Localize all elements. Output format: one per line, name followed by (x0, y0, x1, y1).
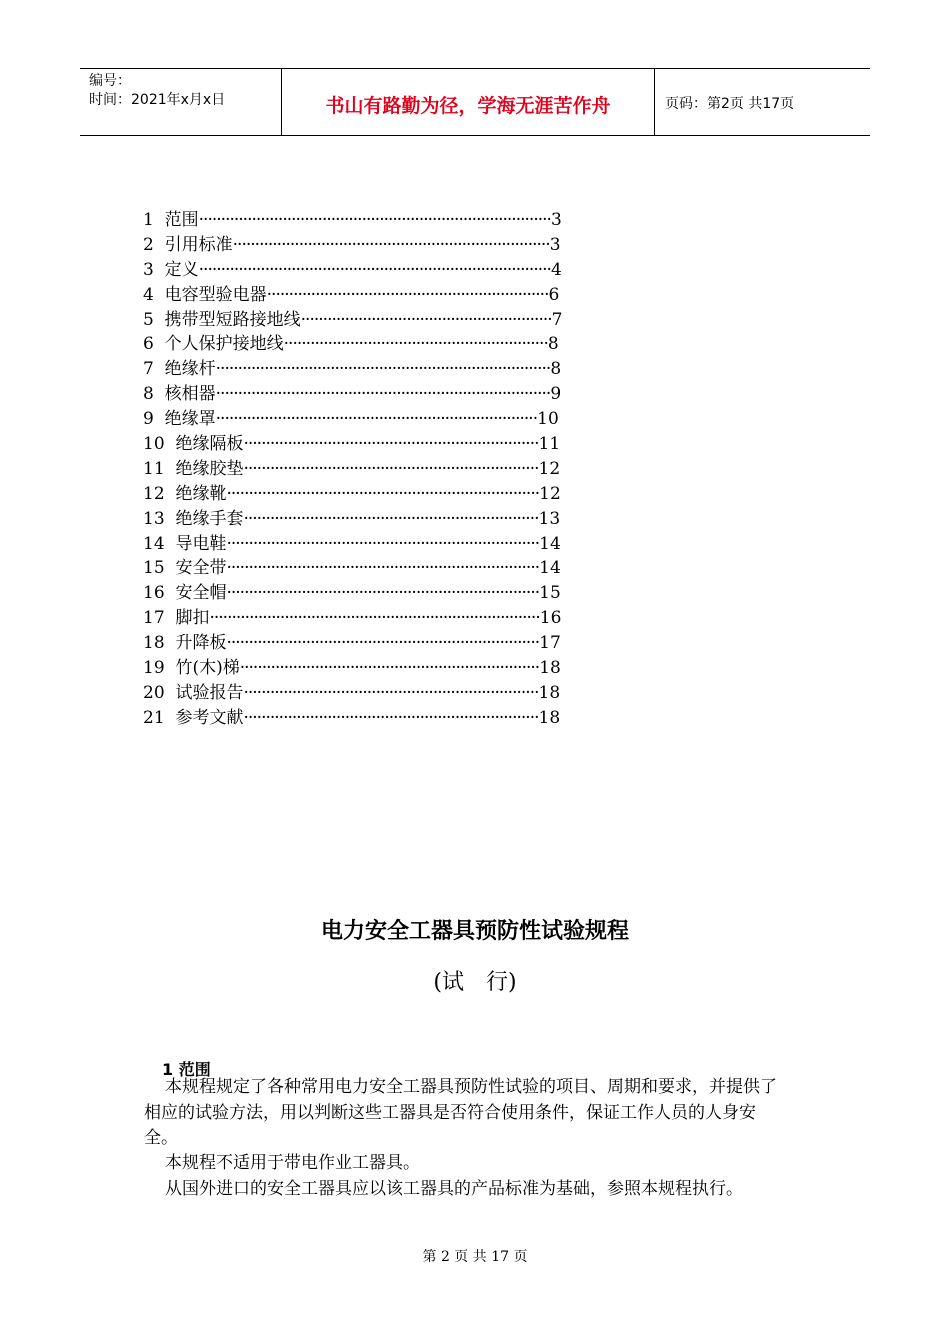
header-motto: 书山有路勤为径，学海无涯苦作舟 (282, 69, 655, 135)
toc-entry (143, 457, 613, 482)
toc-entry-title: 绝缘手套 (175, 508, 244, 529)
page-footer: 第 2 页 共 17 页 (422, 1249, 528, 1265)
toc-entry-number: 1 (143, 210, 154, 230)
toc-entry-page: 11 (538, 434, 561, 455)
toc-entry-page: 12 (538, 458, 561, 479)
toc-entry (143, 283, 613, 308)
toc-entry-number: 6 (143, 334, 154, 355)
toc-entry-title: 引用标准 (164, 234, 233, 255)
toc-entry-title: 个人保护接地线 (164, 334, 284, 355)
toc-entry-page: 14 (539, 558, 561, 579)
table-of-contents (143, 208, 613, 731)
toc-dot-leader: ······································································· (226, 583, 540, 604)
toc-entry-page: 16 (539, 608, 562, 629)
toc-entry (143, 233, 613, 258)
toc-entry-number: 13 (143, 508, 165, 529)
toc-entry-page: 15 (539, 583, 561, 604)
toc-entry-number: 3 (143, 259, 154, 280)
body-paragraph: 本规程不适用于带电作业工器具。 (165, 1153, 420, 1173)
toc-entry-title: 核相器 (164, 384, 216, 405)
toc-entry-title: 绝缘靴 (175, 483, 227, 504)
toc-entry-title: 安全帽 (175, 583, 227, 604)
toc-entry (143, 581, 613, 606)
toc-dot-leader: ································································ (266, 284, 549, 305)
toc-entry-number: 11 (143, 458, 165, 479)
toc-entry-number: 12 (143, 483, 165, 504)
toc-dot-leader: ······································································· (226, 633, 540, 654)
toc-entry (143, 532, 613, 557)
toc-dot-leader: ······································································· (226, 533, 540, 554)
toc-entry-title: 携带型短路接地线 (164, 309, 301, 330)
toc-entry-page: 10 (537, 409, 559, 430)
toc-entry-page: 6 (548, 284, 560, 305)
section-heading: 1 范围 (162, 1060, 211, 1079)
toc-entry (143, 556, 613, 581)
toc-dot-leader: ············································································ (215, 384, 551, 405)
toc-entry (143, 382, 613, 407)
toc-entry-title: 绝缘隔板 (175, 434, 244, 455)
toc-entry-number: 5 (143, 309, 154, 330)
toc-entry-title: 脚扣 (175, 608, 210, 629)
toc-entry (143, 606, 613, 631)
toc-dot-leader: ······································································· (226, 558, 540, 579)
toc-entry-number: 17 (143, 608, 165, 629)
toc-entry-page: 18 (538, 707, 561, 728)
body-paragraph: 从国外进口的安全工器具应以该工器具的产品标准为基础，参照本规程执行。 (165, 1179, 743, 1199)
toc-entry-title: 范围 (164, 210, 199, 230)
document-subtitle: (试 行) (433, 970, 517, 995)
toc-entry-page: 8 (547, 334, 559, 355)
toc-entry-number: 7 (143, 359, 154, 380)
header-page-info: 页码：第2页 共17页 (665, 96, 795, 112)
toc-entry-number: 4 (143, 284, 154, 305)
document-time-label: 时间：2021年x月x日 (89, 92, 226, 108)
toc-entry (143, 681, 613, 706)
toc-entry-number: 2 (143, 234, 154, 255)
toc-dot-leader: ························································· (300, 309, 552, 330)
toc-entry-title: 参考文献 (175, 707, 244, 728)
toc-entry-page: 9 (550, 384, 562, 405)
toc-entry-title: 竹(木)梯 (175, 658, 240, 679)
toc-entry-title: 绝缘罩 (164, 409, 216, 430)
toc-entry-number: 18 (143, 633, 165, 654)
toc-dot-leader: ······································································· (226, 483, 540, 504)
toc-dot-leader: ················································································ (198, 259, 551, 280)
toc-dot-leader: ········································································ (232, 234, 550, 255)
toc-entry-number: 19 (143, 658, 165, 679)
page-header (80, 68, 870, 136)
toc-dot-leader: ··································································· (243, 682, 539, 703)
toc-entry (143, 208, 613, 233)
toc-entry-title: 绝缘杆 (164, 359, 216, 380)
toc-entry-title: 导电鞋 (175, 533, 227, 554)
toc-entry-number: 14 (143, 533, 165, 554)
toc-entry (143, 432, 613, 457)
toc-entry (143, 332, 613, 357)
toc-dot-leader: ··········································································· (209, 608, 540, 629)
toc-entry-page: 13 (538, 508, 561, 529)
document-number-label: 编号： (89, 73, 131, 89)
toc-dot-leader: ··································································· (243, 508, 539, 529)
toc-entry-page: 7 (551, 309, 563, 330)
toc-dot-leader: ··································································· (243, 707, 539, 728)
toc-dot-leader: ···································································· (239, 658, 540, 679)
toc-entry-page: 18 (539, 658, 561, 679)
toc-entry-title: 绝缘胶垫 (175, 458, 244, 479)
toc-entry-page: 3 (549, 234, 561, 255)
toc-entry-page: 3 (550, 210, 562, 230)
toc-entry-number: 20 (143, 682, 165, 703)
toc-entry-page: 12 (539, 483, 561, 504)
toc-dot-leader: ········································································· (215, 409, 538, 430)
toc-dot-leader: ··································································· (243, 434, 539, 455)
toc-entry (143, 407, 613, 432)
toc-entry (143, 631, 613, 656)
toc-entry (143, 482, 613, 507)
toc-entry-number: 16 (143, 583, 165, 604)
toc-entry (143, 308, 613, 333)
toc-entry-title: 定义 (164, 259, 199, 280)
toc-entry-title: 升降板 (175, 633, 227, 654)
document-title: 电力安全工器具预防性试验规程 (320, 919, 629, 944)
toc-entry-page: 17 (539, 633, 561, 654)
toc-entry-title: 试验报告 (175, 682, 244, 703)
toc-dot-leader: ···························································· (283, 334, 548, 355)
toc-entry-number: 10 (143, 434, 165, 455)
body-paragraph: 本规程规定了各种常用电力安全工器具预防性试验的项目、周期和要求，并提供了相应的试验方法，用以判断这些工器具是否符合使用条件，保证工作人员的人身安全。 (144, 1077, 777, 1148)
toc-entry (143, 507, 613, 532)
toc-entry (143, 258, 613, 283)
toc-entry-number: 9 (143, 409, 154, 430)
toc-entry-page: 4 (550, 259, 562, 280)
toc-entry-page: 18 (538, 682, 561, 703)
toc-dot-leader: ············································································ (215, 359, 551, 380)
toc-entry-page: 14 (539, 533, 561, 554)
toc-entry-title: 安全带 (175, 558, 227, 579)
toc-dot-leader: ················································································ (198, 210, 551, 230)
toc-entry-number: 8 (143, 384, 154, 405)
toc-entry-title: 电容型验电器 (164, 284, 267, 305)
toc-entry-number: 21 (143, 707, 165, 728)
toc-entry (143, 706, 613, 731)
toc-entry-number: 15 (143, 558, 165, 579)
toc-entry (143, 656, 613, 681)
toc-dot-leader: ··································································· (243, 458, 539, 479)
toc-entry-page: 8 (550, 359, 562, 380)
header-meta (80, 69, 282, 135)
toc-entry (143, 357, 613, 382)
